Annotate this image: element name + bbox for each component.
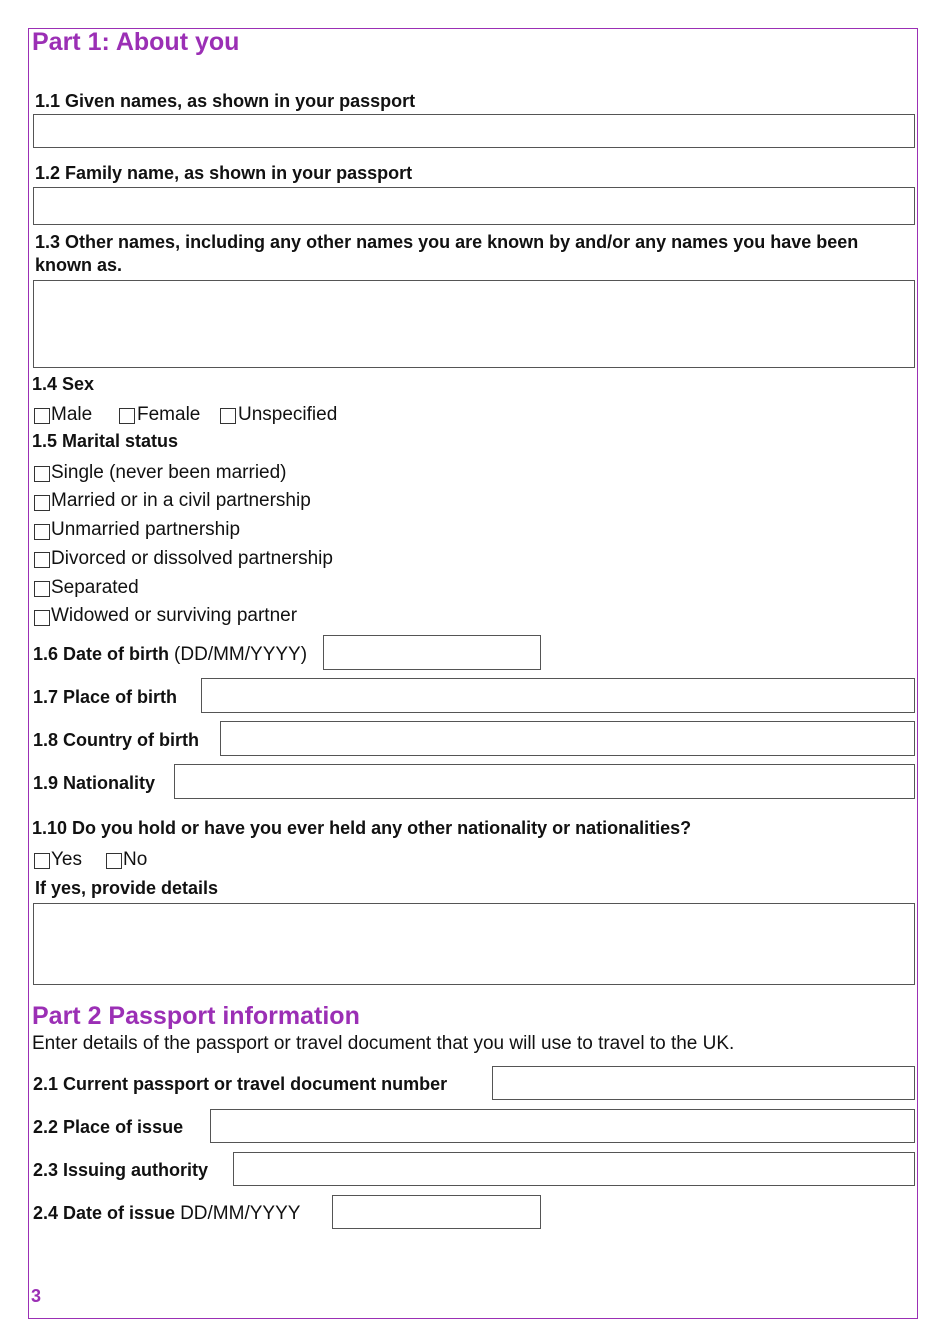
date-of-issue-label-text: 2.4 Date of issue <box>33 1203 176 1223</box>
issuing-authority-label: 2.3 Issuing authority <box>33 1160 209 1180</box>
marital-single-checkbox[interactable] <box>34 466 50 482</box>
marital-unmarried-checkbox[interactable] <box>34 524 50 540</box>
part1-title: Part 1: About you <box>32 28 240 56</box>
marital-separated-checkbox[interactable] <box>34 581 50 597</box>
place-of-issue-label: 2.2 Place of issue <box>33 1117 184 1137</box>
place-of-birth-label: 1.7 Place of birth <box>33 687 178 707</box>
marital-divorced-label: Divorced or dissolved partnership <box>51 548 333 569</box>
date-of-birth-label-text: 1.6 Date of birth <box>33 644 170 664</box>
part2-title: Part 2 Passport information <box>32 1002 360 1030</box>
marital-widowed-label: Widowed or surviving partner <box>51 605 298 626</box>
date-of-birth-input[interactable] <box>323 635 541 670</box>
marital-separated-label: Separated <box>51 577 139 598</box>
issuing-authority-input[interactable] <box>233 1152 915 1186</box>
marital-unmarried-label: Unmarried partnership <box>51 519 241 540</box>
part2-intro: Enter details of the passport or travel document that you will use to travel to the UK. <box>32 1033 735 1054</box>
other-nationality-yes-checkbox[interactable] <box>34 853 50 869</box>
passport-number-input[interactable] <box>492 1066 915 1100</box>
sex-male-label: Male <box>51 404 93 425</box>
date-of-issue-format: DD/MM/YYYY <box>180 1203 301 1224</box>
other-nationality-no-label: No <box>123 849 148 870</box>
country-of-birth-input[interactable] <box>220 721 915 756</box>
sex-label: 1.4 Sex <box>32 374 95 394</box>
family-name-input[interactable] <box>33 187 915 225</box>
date-of-issue-input[interactable] <box>332 1195 541 1229</box>
country-of-birth-label: 1.8 Country of birth <box>33 730 199 750</box>
nationality-input[interactable] <box>174 764 915 799</box>
date-of-birth-label <box>33 644 307 666</box>
nationality-label: 1.9 Nationality <box>33 773 156 793</box>
other-names-input[interactable] <box>33 280 915 368</box>
sex-female-label: Female <box>137 404 201 425</box>
marital-single-label: Single (never been married) <box>51 462 287 483</box>
sex-male-checkbox[interactable] <box>34 408 50 424</box>
other-names-label-line1: 1.3 Other names, including any other names you are known by and/or any names you have been <box>35 232 859 252</box>
other-nationality-yes-label: Yes <box>51 849 82 870</box>
if-yes-label: If yes, provide details <box>35 878 219 898</box>
marital-widowed-checkbox[interactable] <box>34 610 50 626</box>
place-of-issue-input[interactable] <box>210 1109 915 1143</box>
given-names-label: 1.1 Given names, as shown in your passport <box>35 91 416 111</box>
marital-married-checkbox[interactable] <box>34 495 50 511</box>
other-nationality-details-input[interactable] <box>33 903 915 985</box>
other-nationality-no-checkbox[interactable] <box>106 853 122 869</box>
sex-unspecified-label: Unspecified <box>238 404 338 425</box>
sex-female-checkbox[interactable] <box>119 408 135 424</box>
date-of-birth-format: (DD/MM/YYYY) <box>174 644 308 665</box>
sex-unspecified-checkbox[interactable] <box>220 408 236 424</box>
other-nationality-label: 1.10 Do you hold or have you ever held any other nationality or nationalities? <box>32 818 692 838</box>
marital-status-label: 1.5 Marital status <box>32 431 179 451</box>
passport-number-label: 2.1 Current passport or travel document number <box>33 1074 448 1094</box>
given-names-input[interactable] <box>33 114 915 148</box>
page-number: 3 <box>31 1286 42 1306</box>
marital-married-label: Married or in a civil partnership <box>51 490 311 511</box>
other-names-label-line2: known as. <box>35 255 123 275</box>
date-of-issue-label <box>33 1203 300 1225</box>
place-of-birth-input[interactable] <box>201 678 915 713</box>
family-name-label: 1.2 Family name, as shown in your passport <box>35 163 413 183</box>
marital-divorced-checkbox[interactable] <box>34 552 50 568</box>
